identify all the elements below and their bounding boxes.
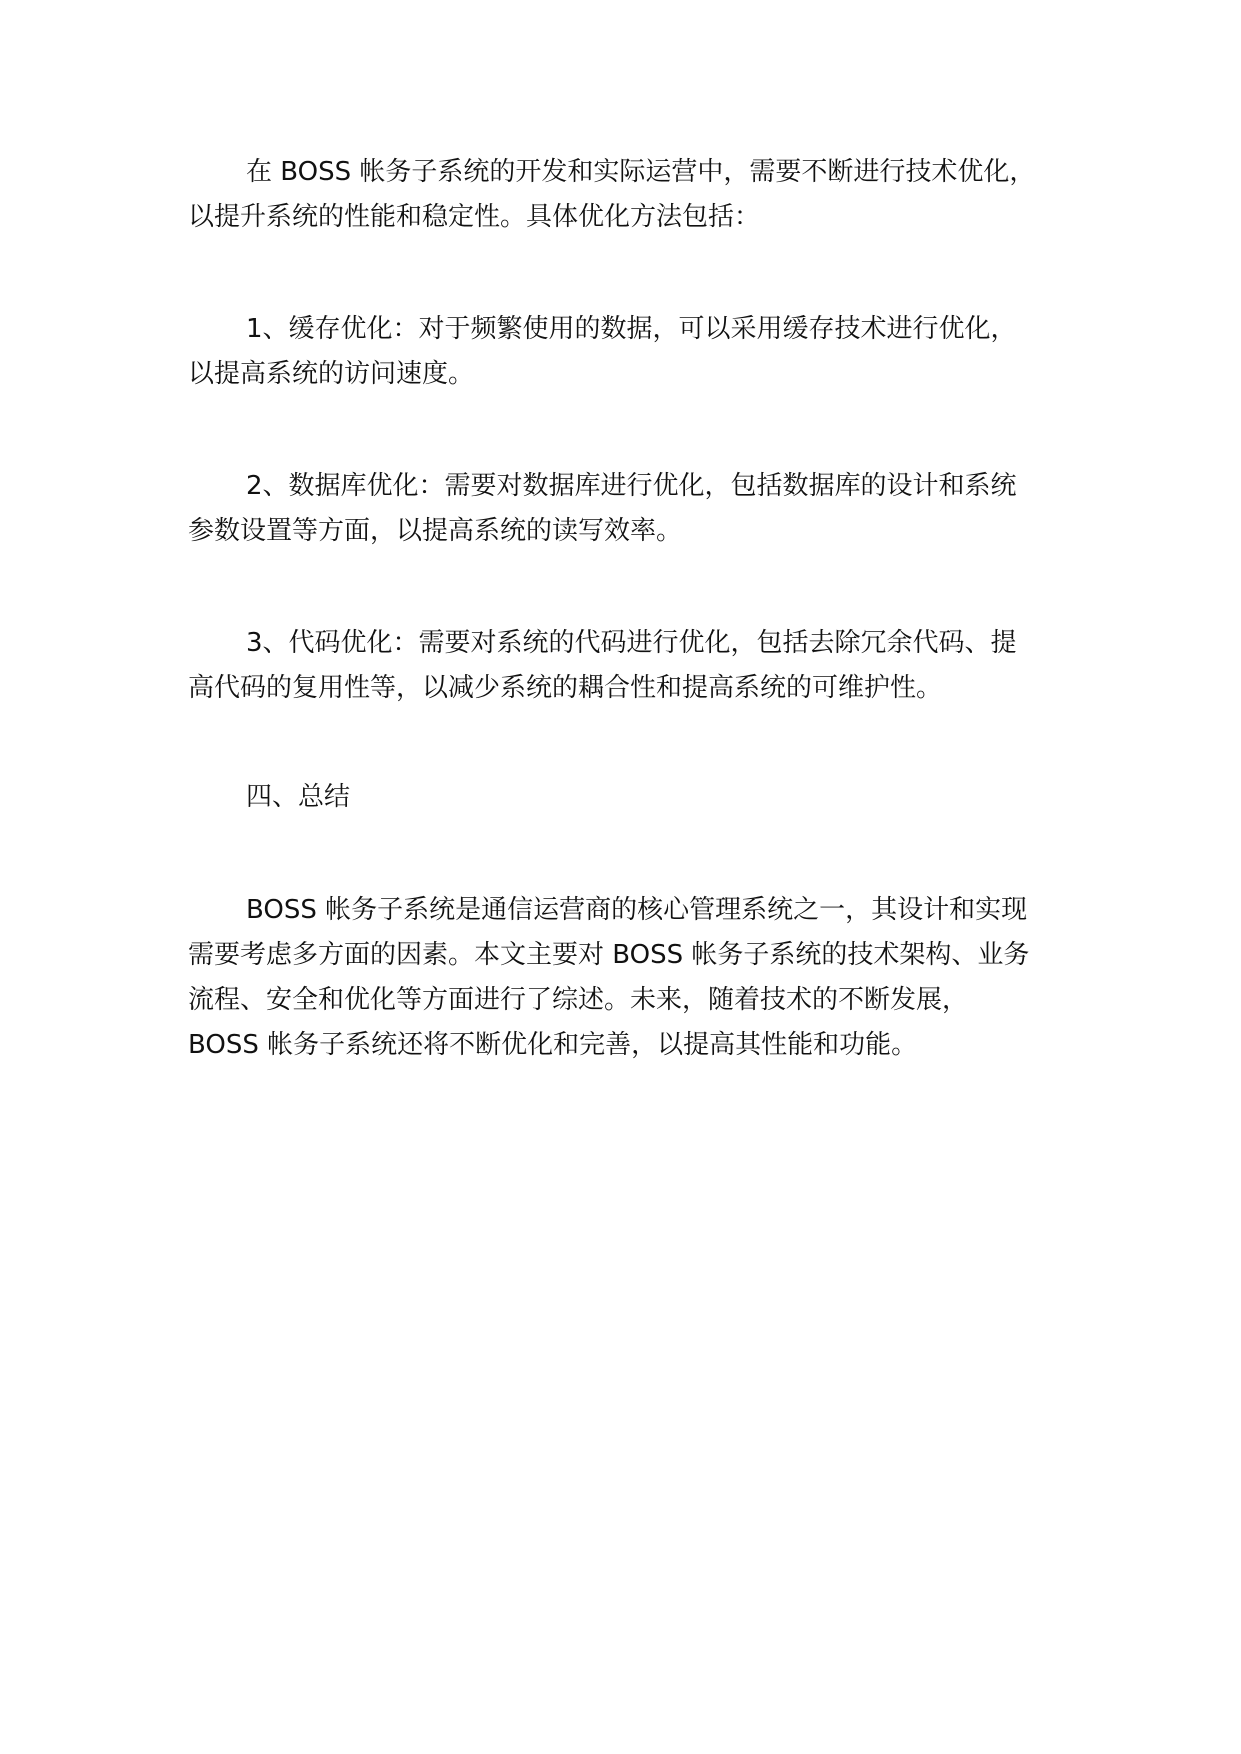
paragraph-line: BOSS 帐务子系统是通信运营商的核心管理系统之一，其设计和实现 bbox=[246, 895, 1028, 925]
document-body bbox=[188, 150, 1068, 1068]
paragraph-cache-optimization bbox=[188, 307, 1068, 397]
section-heading-summary bbox=[188, 775, 1068, 820]
paragraph-line: 高代码的复用性等，以减少系统的耦合性和提高系统的可维护性。 bbox=[188, 673, 943, 703]
paragraph-intro bbox=[188, 150, 1068, 240]
paragraph-summary bbox=[188, 888, 1068, 1068]
paragraph-database-optimization bbox=[188, 464, 1068, 554]
paragraph-line: 在 BOSS 帐务子系统的开发和实际运营中，需要不断进行技术优化， bbox=[246, 157, 1036, 187]
paragraph-line: 需要考虑多方面的因素。本文主要对 BOSS 帐务子系统的技术架构、业务 bbox=[188, 940, 1030, 970]
paragraph-line: 以提升系统的性能和稳定性。具体优化方法包括： bbox=[188, 202, 761, 232]
paragraph-line: 参数设置等方面，以提高系统的读写效率。 bbox=[188, 516, 683, 546]
paragraph-line: 2、数据库优化：需要对数据库进行优化，包括数据库的设计和系统 bbox=[246, 471, 1017, 501]
paragraph-line: 3、代码优化：需要对系统的代码进行优化，包括去除冗余代码、提 bbox=[246, 628, 1017, 658]
paragraph-line: 流程、安全和优化等方面进行了综述。未来，随着技术的不断发展， bbox=[188, 985, 969, 1015]
heading-text: 四、总结 bbox=[246, 782, 351, 812]
paragraph-code-optimization bbox=[188, 621, 1068, 711]
paragraph-line: 1、缓存优化：对于频繁使用的数据，可以采用缓存技术进行优化， bbox=[246, 314, 1017, 344]
paragraph-line: 以提高系统的访问速度。 bbox=[188, 359, 475, 389]
paragraph-line: BOSS 帐务子系统还将不断优化和完善，以提高其性能和功能。 bbox=[188, 1030, 918, 1060]
